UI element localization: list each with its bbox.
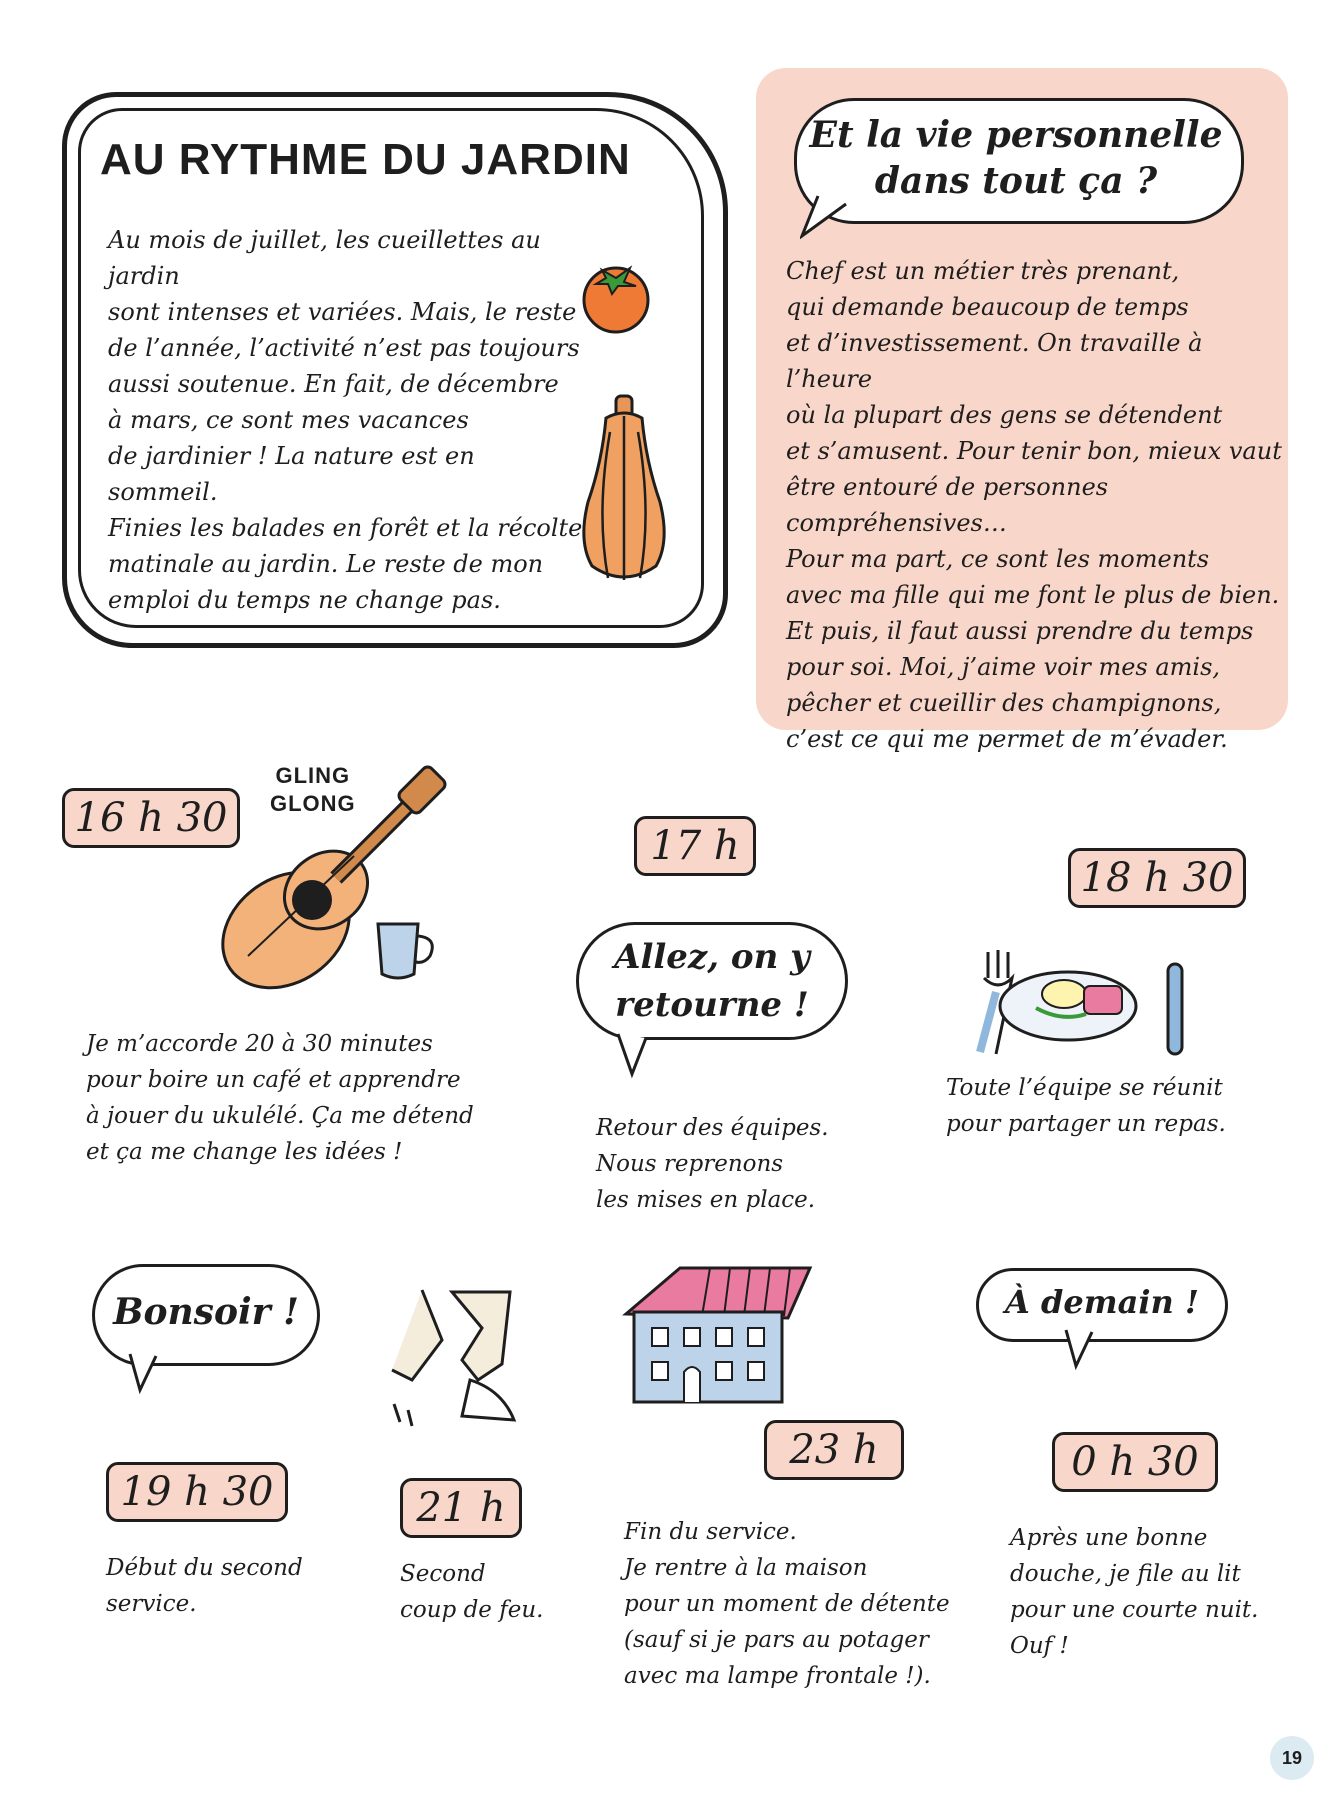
speech-bubble-19h30: Bonsoir ! — [92, 1264, 320, 1366]
caption-19h30: Début du second service. — [106, 1555, 303, 1617]
speech-bubble-17h: Allez, on y retourne ! — [576, 922, 848, 1040]
time-badge-17h: 17 h — [634, 816, 756, 876]
garden-title: AU RYTHME DU JARDIN — [100, 135, 631, 184]
page-number: 19 — [1270, 1736, 1314, 1780]
house-icon — [620, 1262, 816, 1412]
time-badge-23h: 23 h — [764, 1420, 904, 1480]
tomato-icon — [574, 248, 658, 336]
caption-0h30: Après une bonne douche, je file au lit pour une courte nuit. Ouf ! — [1010, 1525, 1259, 1659]
bubble-tail — [124, 1352, 164, 1396]
time-badge-18h30: 18 h 30 — [1068, 848, 1246, 908]
time-badge-16h30: 16 h 30 — [62, 788, 240, 848]
meal-plate-icon — [966, 944, 1196, 1064]
sound-text: GLING GLONG — [270, 763, 356, 816]
caption-17h: Retour des équipes. Nous reprenons les mises en place. — [596, 1115, 829, 1213]
caption-16h30: Je m’accorde 20 à 30 minutes pour boire un café et apprendre à jouer du ukulélé. Ça me détend et ça me change les idées ! — [86, 1031, 474, 1165]
squash-icon — [574, 392, 674, 588]
personal-title: Et la vie personnelle dans tout ça ? — [809, 114, 1223, 202]
bubble-tail — [1060, 1328, 1100, 1372]
garden-text: Au mois de juillet, les cueillettes au jardin sont intenses et variées. Mais, le reste de l’année, l’activité n’est pas toujours aussi soutenue. En fait, de décembre à mars, ce sont mes vacances de jardinier ! La nature est en sommeil. Finies les balades en forêt et la récolte matinale au jardin. Le reste de mon emploi du temps ne change pas. — [108, 226, 583, 614]
personal-text: Chef est un métier très prenant, qui demande beaucoup de temps et d’investissement. On travaille à l’heure où la plupart des gens se détendent et s’amusent. Pour tenir bon, mieux vaut être entouré de personnes compréhensives… Pour ma part, ce sont les moments avec ma fille qui me font le plus de bien. Et puis, il faut aussi prendre du temps pour soi. Moi, j’aime voir mes amis, pêcher et cueillir des champignons, c’est ce qui me permet de m’évader. — [786, 257, 1282, 753]
caption-18h30: Toute l’équipe se réunit pour partager un repas. — [946, 1075, 1226, 1137]
time-badge-0h30: 0 h 30 — [1052, 1432, 1218, 1492]
coffee-cup-icon — [372, 916, 444, 984]
bubble-tail — [612, 1030, 652, 1080]
caption-23h: Fin du service. Je rentre à la maison pour un moment de détente (sauf si je pars au potager avec ma lampe frontale !). — [624, 1519, 950, 1689]
running-legs-icon — [382, 1280, 532, 1440]
time-badge-19h30: 19 h 30 — [106, 1462, 288, 1522]
caption-21h: Second coup de feu. — [400, 1561, 544, 1623]
time-badge-21h: 21 h — [400, 1478, 522, 1538]
speech-bubble-0h30: À demain ! — [976, 1268, 1228, 1342]
